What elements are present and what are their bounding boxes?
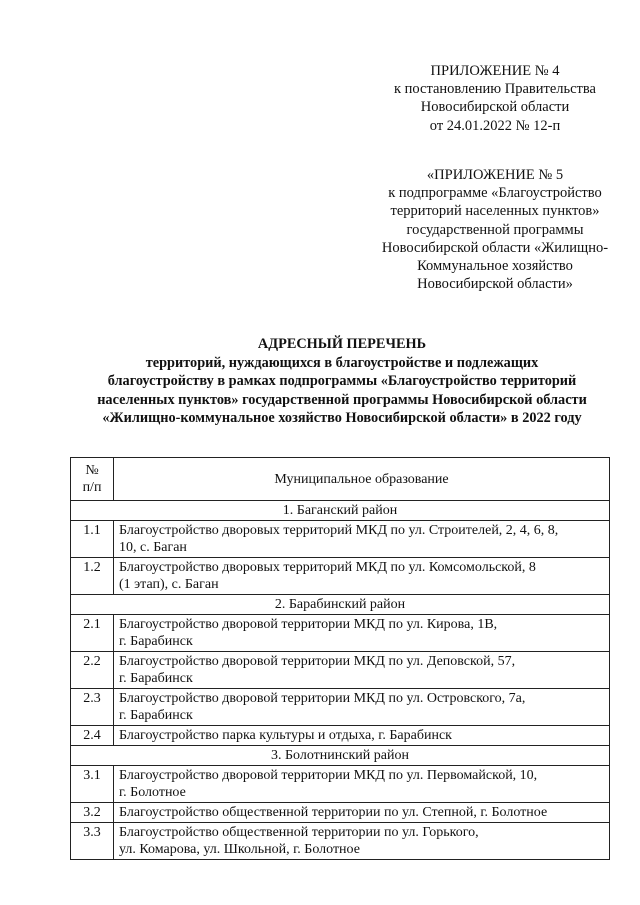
row-description	[114, 689, 610, 726]
row-number: 3.3	[71, 823, 114, 860]
attachment-4-line: к постановлению Правительства	[394, 81, 596, 98]
document-title	[60, 335, 624, 428]
row-number: 2.2	[71, 652, 114, 689]
column-header-number-line2: п/п	[82, 480, 102, 495]
attachment-5-line: к подпрограмме «Благоустройство	[388, 185, 602, 202]
column-header-number-line1: №	[85, 463, 99, 478]
attachment-4-line: ПРИЛОЖЕНИЕ № 4	[430, 63, 560, 79]
row-description	[114, 558, 610, 595]
row-description-line: Благоустройство дворовой территории МКД по ул. Островского, 7а,	[119, 691, 526, 706]
row-description-line: Благоустройство дворовой территории МКД по ул. Кирова, 1В,	[119, 617, 498, 632]
table-row	[71, 521, 610, 558]
row-number: 2.1	[71, 615, 114, 652]
column-header-number	[71, 458, 114, 501]
row-description-line: Благоустройство общественной территории по ул. Степной, г. Болотное	[119, 805, 548, 820]
row-description-line: Благоустройство общественной территории по ул. Горького,	[119, 825, 479, 840]
attachment-5-line: Новосибирской области «Жилищно-	[381, 239, 609, 256]
attachment-5-line: «ПРИЛОЖЕНИЕ № 5	[426, 167, 564, 183]
row-description	[114, 803, 610, 823]
row-description	[114, 615, 610, 652]
attachment-5-line: Коммунальное хозяйство	[417, 258, 573, 275]
row-description-line: г. Барабинск	[119, 634, 193, 649]
table-row	[71, 803, 610, 823]
row-description-line: ул. Комарова, ул. Школьной, г. Болотное	[119, 842, 360, 857]
row-number: 3.1	[71, 766, 114, 803]
attachment-5-line: Новосибирской области»	[417, 276, 573, 293]
title-line: АДРЕСНЫЙ ПЕРЕЧЕНЬ	[257, 336, 427, 352]
column-header-name: Муниципальное образование	[114, 458, 610, 501]
row-description-line: (1 этап), с. Баган	[119, 577, 219, 592]
table-row	[71, 652, 610, 689]
district-title: 2. Барабинский район	[71, 595, 610, 615]
table-row	[71, 823, 610, 860]
title-line: территорий, нуждающихся в благоустройстве и подлежащих	[145, 354, 539, 371]
row-description	[114, 766, 610, 803]
attachment-5-line: государственной программы	[406, 221, 584, 238]
district-row	[71, 746, 610, 766]
row-description-line: Благоустройство дворовых территорий МКД по ул. Строителей, 2, 4, 6, 8,	[119, 523, 559, 538]
district-title: 3. Болотнинский район	[71, 746, 610, 766]
title-line: «Жилищно-коммунальное хозяйство Новосибирской области» в 2022 году	[102, 410, 582, 427]
row-description-line: Благоустройство парка культуры и отдыха, г. Барабинск	[119, 728, 452, 743]
table-row	[71, 615, 610, 652]
row-description	[114, 652, 610, 689]
attachment-4-header	[380, 62, 610, 135]
row-description-line: Благоустройство дворовой территории МКД по ул. Деповской, 57,	[119, 654, 516, 669]
title-line: благоустройству в рамках подпрограммы «Благоустройство территорий	[107, 373, 577, 390]
district-row	[71, 501, 610, 521]
row-number: 1.2	[71, 558, 114, 595]
row-description	[114, 726, 610, 746]
row-description-line: Благоустройство дворовой территории МКД по ул. Первомайской, 10,	[119, 768, 538, 783]
table-header-row	[71, 458, 610, 501]
table-row	[71, 689, 610, 726]
row-description	[114, 823, 610, 860]
row-description-line: Благоустройство дворовых территорий МКД по ул. Комсомольской, 8	[119, 560, 536, 575]
address-list-table	[70, 457, 610, 860]
table-row	[71, 558, 610, 595]
row-number: 2.4	[71, 726, 114, 746]
row-description-line: г. Барабинск	[119, 708, 193, 723]
attachment-4-line: от 24.01.2022 № 12-п	[429, 117, 561, 134]
attachment-5-header	[360, 166, 630, 293]
row-number: 2.3	[71, 689, 114, 726]
row-number: 3.2	[71, 803, 114, 823]
row-description	[114, 521, 610, 558]
table-row	[71, 766, 610, 803]
title-line: населенных пунктов» государственной программы Новосибирской области	[97, 391, 587, 408]
row-description-line: г. Барабинск	[119, 671, 193, 686]
district-row	[71, 595, 610, 615]
row-number: 1.1	[71, 521, 114, 558]
district-title: 1. Баганский район	[71, 501, 610, 521]
table-row	[71, 726, 610, 746]
attachment-5-line: территорий населенных пунктов»	[390, 203, 600, 220]
attachment-4-line: Новосибирской области	[420, 99, 570, 116]
row-description-line: г. Болотное	[119, 785, 186, 800]
row-description-line: 10, с. Баган	[119, 540, 187, 555]
